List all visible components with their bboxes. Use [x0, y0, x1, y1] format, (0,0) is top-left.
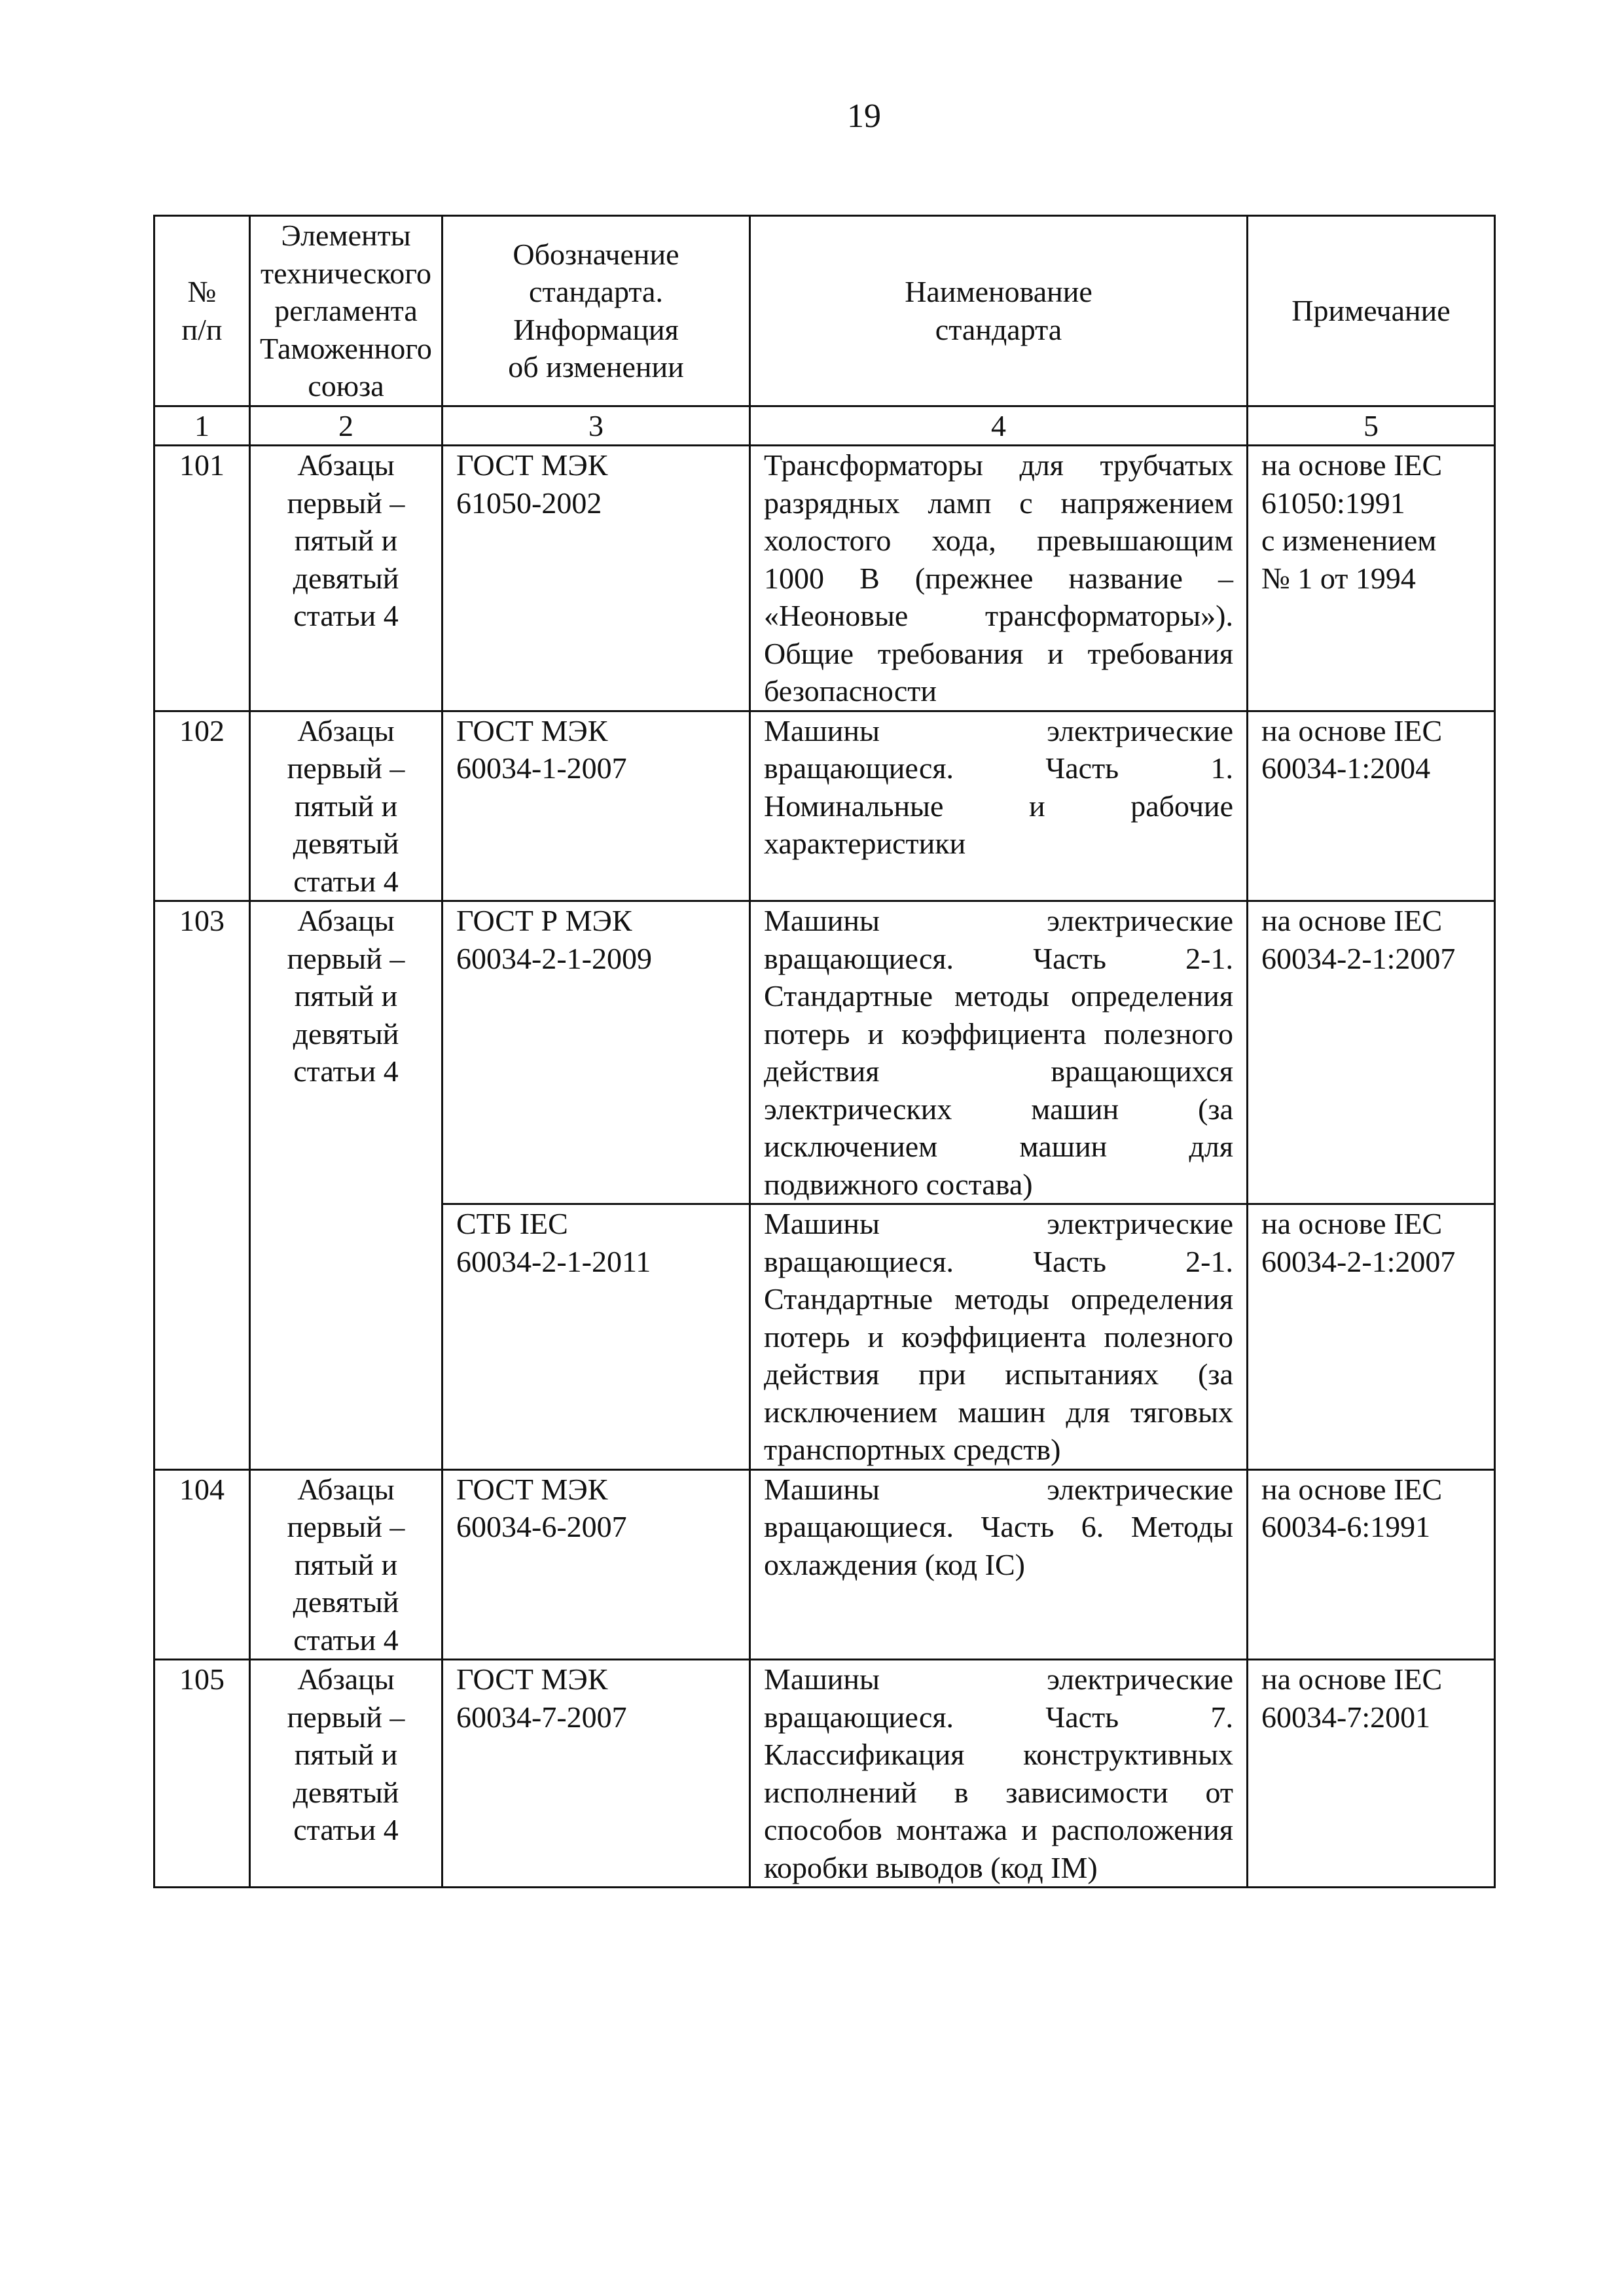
row-number: 103: [154, 901, 250, 1470]
standard-title: Машины электрические вращающиеся. Часть 1. Номинальные и рабочие характеристики: [750, 711, 1248, 901]
standard-note: на основе IEC 60034-7:2001: [1248, 1660, 1495, 1888]
standard-note: на основе IEC 60034-2-1:2007: [1248, 901, 1495, 1204]
standard-title: Машины электрические вращающиеся. Часть 2-1. Стандартные методы определения потерь и коэффициента полезного действия вращающихся электрических машин (за исключением машин для подвижного состава): [750, 901, 1248, 1204]
standard-note: на основе IEC 60034-6:1991: [1248, 1469, 1495, 1660]
standard-title: Трансформаторы для трубчатых разрядных ламп с напряжением холостого хода, превышающим 1000 В (прежнее название – «Неоновые трансформаторы»). Общие требования и требования безопасности: [750, 446, 1248, 711]
standard-title: Машины электрические вращающиеся. Часть 2-1. Стандартные методы определения потерь и коэффициента полезного действия при испытаниях (за исключением машин для тяговых транспортных средств): [750, 1204, 1248, 1470]
header-designation: Обозначение стандарта. Информация об изменении: [442, 216, 750, 406]
header-note: Примечание: [1248, 216, 1495, 406]
table-body: [154, 446, 1495, 1888]
standard-code: ГОСТ МЭК 60034-6-2007: [442, 1469, 750, 1660]
standard-note: на основе IEC 61050:1991 с изменением № 1 от 1994: [1248, 446, 1495, 711]
table-row: [154, 711, 1495, 901]
standard-title: Машины электрические вращающиеся. Часть 7. Классификация конструктивных исполнений в зависимости от способов монтажа и расположения коробки выводов (код IM): [750, 1660, 1248, 1888]
standard-code: ГОСТ МЭК 60034-1-2007: [442, 711, 750, 901]
table-row: [154, 446, 1495, 711]
column-number: 3: [442, 406, 750, 446]
row-number: 105: [154, 1660, 250, 1888]
standard-code: СТБ IEC 60034-2-1-2011: [442, 1204, 750, 1470]
standard-code: ГОСТ Р МЭК 60034-2-1-2009: [442, 901, 750, 1204]
column-number: 4: [750, 406, 1248, 446]
table-row: [154, 1660, 1495, 1888]
page-number: 19: [847, 98, 881, 135]
column-number-row: [154, 406, 1495, 446]
standards-table: [153, 215, 1496, 1888]
regulation-elements: Абзацы первый – пятый и девятый статьи 4: [250, 711, 442, 901]
standard-note: на основе IEC 60034-1:2004: [1248, 711, 1495, 901]
row-number: 101: [154, 446, 250, 711]
row-number: 102: [154, 711, 250, 901]
table-row: [154, 1469, 1495, 1660]
standard-title: Машины электрические вращающиеся. Часть 6. Методы охлаждения (код IC): [750, 1469, 1248, 1660]
standard-note: на основе IEC 60034-2-1:2007: [1248, 1204, 1495, 1470]
row-number: 104: [154, 1469, 250, 1660]
header-title: Наименование стандарта: [750, 216, 1248, 406]
table-header-row: [154, 216, 1495, 406]
column-number: 5: [1248, 406, 1495, 446]
regulation-elements: Абзацы первый – пятый и девятый статьи 4: [250, 1469, 442, 1660]
header-elements: Элементы технического регламента Таможенного союза: [250, 216, 442, 406]
regulation-elements: Абзацы первый – пятый и девятый статьи 4: [250, 446, 442, 711]
standard-code: ГОСТ МЭК 60034-7-2007: [442, 1660, 750, 1888]
standard-code: ГОСТ МЭК 61050-2002: [442, 446, 750, 711]
column-number: 1: [154, 406, 250, 446]
table-row: [154, 901, 1495, 1204]
regulation-elements: Абзацы первый – пятый и девятый статьи 4: [250, 901, 442, 1470]
column-number: 2: [250, 406, 442, 446]
regulation-elements: Абзацы первый – пятый и девятый статьи 4: [250, 1660, 442, 1888]
header-number: № п/п: [154, 216, 250, 406]
